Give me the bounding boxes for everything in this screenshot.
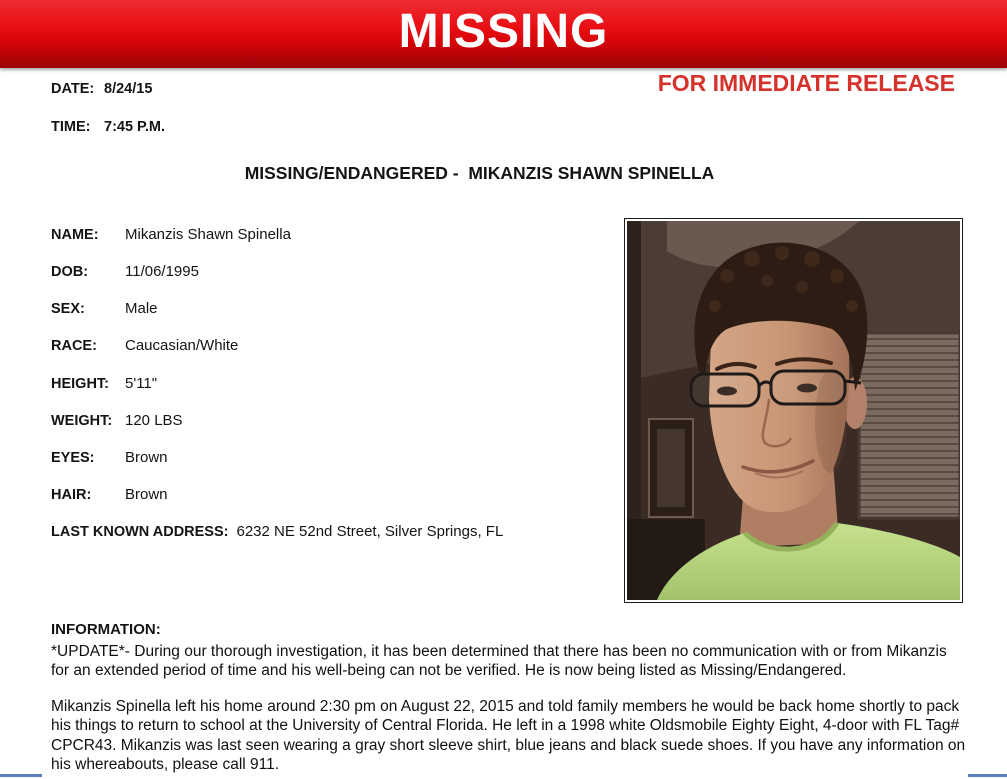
date-row — [51, 80, 152, 98]
detail-row-address — [51, 523, 611, 560]
detail-label: RACE: — [51, 338, 97, 355]
detail-value: 11/06/1995 — [125, 263, 199, 281]
details-list — [51, 226, 611, 560]
information-section — [51, 620, 967, 775]
detail-label: EYES: — [51, 449, 95, 466]
detail-value: 5'11" — [125, 374, 158, 392]
detail-row-sex — [51, 300, 611, 337]
detail-label: DOB: — [51, 264, 89, 281]
detail-row-weight — [51, 412, 611, 449]
slide-edge-left — [0, 774, 42, 777]
circumstances-paragraph: Mikanzis Spinella left his home around 2:30 pm on August 22, 2015 and told family members he would be back home shortly to pack his things to return to school at the University of Central Florida. He left in a 1998 white Oldsmobile Eighty Eight, 4-door with FL Tag# CPCR43. Mikanzis was last seen wearing a gray short sleeve shirt, blue jeans and black suede shoes. If you have any information on his whereabouts, please call 911. — [51, 697, 966, 773]
time-label: TIME: — [51, 119, 91, 135]
missing-person-photo — [627, 221, 960, 600]
detail-row-height — [51, 375, 611, 412]
address-value: 6232 NE 52nd Street, Silver Springs, FL — [236, 523, 504, 540]
wall-picture-frame — [649, 419, 693, 517]
detail-row-dob — [51, 263, 611, 300]
detail-label: WEIGHT: — [51, 412, 113, 429]
information-heading: INFORMATION: — [51, 621, 161, 638]
detail-label: NAME: — [51, 227, 99, 243]
detail-row-race — [51, 337, 611, 374]
detail-value: Brown — [125, 485, 168, 503]
missing-banner — [0, 0, 1007, 68]
detail-row-eyes — [51, 449, 611, 486]
detail-row-hair — [51, 486, 611, 523]
release-notice: FOR IMMEDIATE RELEASE — [657, 70, 955, 96]
banner-title: MISSING — [398, 5, 609, 58]
address-label: LAST KNOWN ADDRESS: — [51, 524, 229, 540]
window-blinds — [859, 333, 960, 518]
detail-row-name — [51, 226, 611, 263]
detail-value: Mikanzis Shawn Spinella — [125, 226, 291, 243]
detail-value: Brown — [125, 448, 168, 466]
date-label: DATE: — [51, 81, 95, 97]
photo-frame — [624, 218, 963, 603]
time-row — [51, 118, 165, 136]
glasses — [691, 371, 861, 406]
detail-value: Caucasian/White — [125, 337, 239, 355]
date-value: 8/24/15 — [104, 81, 153, 97]
slide-edge-right — [968, 774, 1007, 777]
detail-label: SEX: — [51, 301, 85, 318]
detail-value: 120 LBS — [125, 411, 183, 429]
update-paragraph: *UPDATE*- During our thorough investigation, it has been determined that there has been no communication with or from Mikanzis for an extended period of time and his well-being can not be verified. He is now being listed as Missing/Endangered. — [51, 642, 947, 679]
time-value: 7:45 P.M. — [104, 119, 165, 135]
headline: MISSING/ENDANGERED - MIKANZIS SHAWN SPINELLA — [244, 163, 715, 183]
detail-value: Male — [125, 300, 158, 318]
detail-label: HEIGHT: — [51, 375, 109, 392]
detail-label: HAIR: — [51, 486, 92, 503]
